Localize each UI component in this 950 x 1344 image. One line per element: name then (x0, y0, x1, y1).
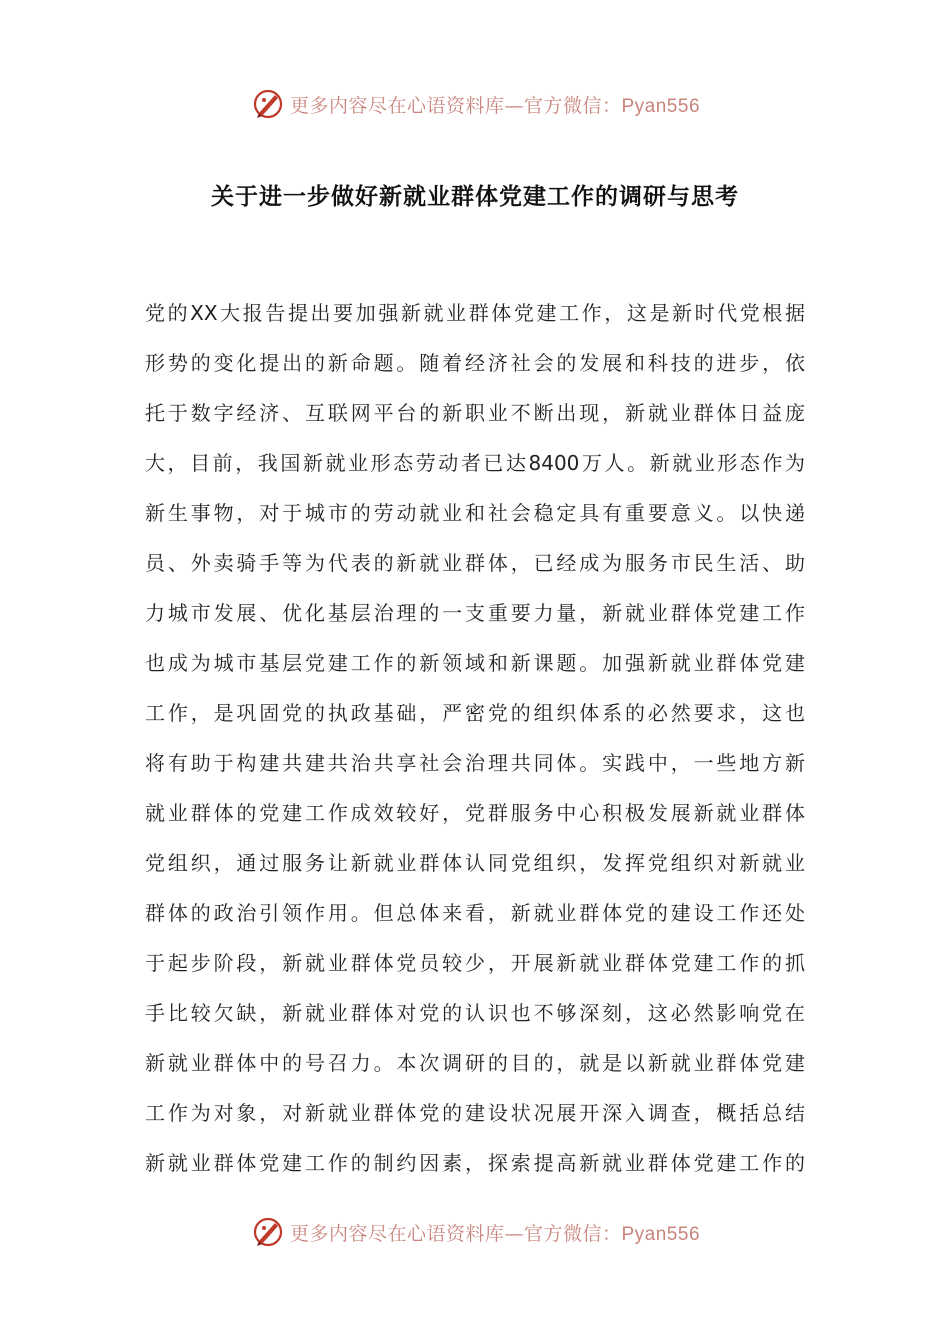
header-banner (0, 84, 950, 124)
body-line: 形势的变化提出的新命题。随着经济社会的发展和科技的进步，依 (145, 351, 805, 375)
body-line: 新就业群体党建工作的制约因素，探索提高新就业群体党建工作的 (145, 1151, 805, 1175)
body-line: 新生事物，对于城市的劳动就业和社会稳定具有重要意义。以快递 (145, 501, 805, 525)
body-line: 手比较欠缺，新就业群体对党的认识也不够深刻，这必然影响党在 (145, 1001, 805, 1025)
body-line: 力城市发展、优化基层治理的一支重要力量，新就业群体党建工作 (145, 601, 805, 625)
body-line: 党的XX大报告提出要加强新就业群体党建工作，这是新时代党根据 (145, 301, 805, 325)
body-line: 工作，是巩固党的执政基础，严密党的组织体系的必然要求，这也 (145, 701, 805, 725)
body-line: 就业群体的党建工作成效较好，党群服务中心积极发展新就业群体 (145, 801, 805, 825)
body-line: 员、外卖骑手等为代表的新就业群体，已经成为服务市民生活、助 (145, 551, 805, 575)
body-line: 党组织，通过服务让新就业群体认同党组织，发挥党组织对新就业 (145, 851, 805, 875)
body-line: 将有助于构建共建共治共享社会治理共同体。实践中，一些地方新 (145, 751, 805, 775)
body-line: 也成为城市基层党建工作的新领域和新课题。加强新就业群体党建 (145, 651, 805, 675)
body-line: 新就业群体中的号召力。本次调研的目的，就是以新就业群体党建 (145, 1051, 805, 1075)
document-title: 关于进一步做好新就业群体党建工作的调研与思考 (211, 184, 739, 210)
banner-text: 更多内容尽在心语资料库—官方微信：Pyan556 (289, 1222, 701, 1245)
footer-banner (0, 1212, 950, 1252)
wechat-id: Pyan556 (621, 95, 701, 117)
pen-circle-icon (250, 86, 286, 122)
body-line: 群体的政治引领作用。但总体来看，新就业群体党的建设工作还处 (145, 901, 805, 925)
body-line: 于起步阶段，新就业群体党员较少，开展新就业群体党建工作的抓 (145, 951, 805, 975)
body-line: 大，目前，我国新就业形态劳动者已达8400万人。新就业形态作为 (145, 451, 805, 475)
document-body (145, 288, 805, 1188)
body-line: 托于数字经济、互联网平台的新职业不断出现，新就业群体日益庞 (145, 401, 805, 425)
pen-circle-icon (250, 1214, 286, 1250)
wechat-id: Pyan556 (621, 1223, 701, 1245)
banner-text: 更多内容尽在心语资料库—官方微信：Pyan556 (289, 94, 701, 117)
body-line: 工作为对象，对新就业群体党的建设状况展开深入调查，概括总结 (145, 1101, 805, 1125)
